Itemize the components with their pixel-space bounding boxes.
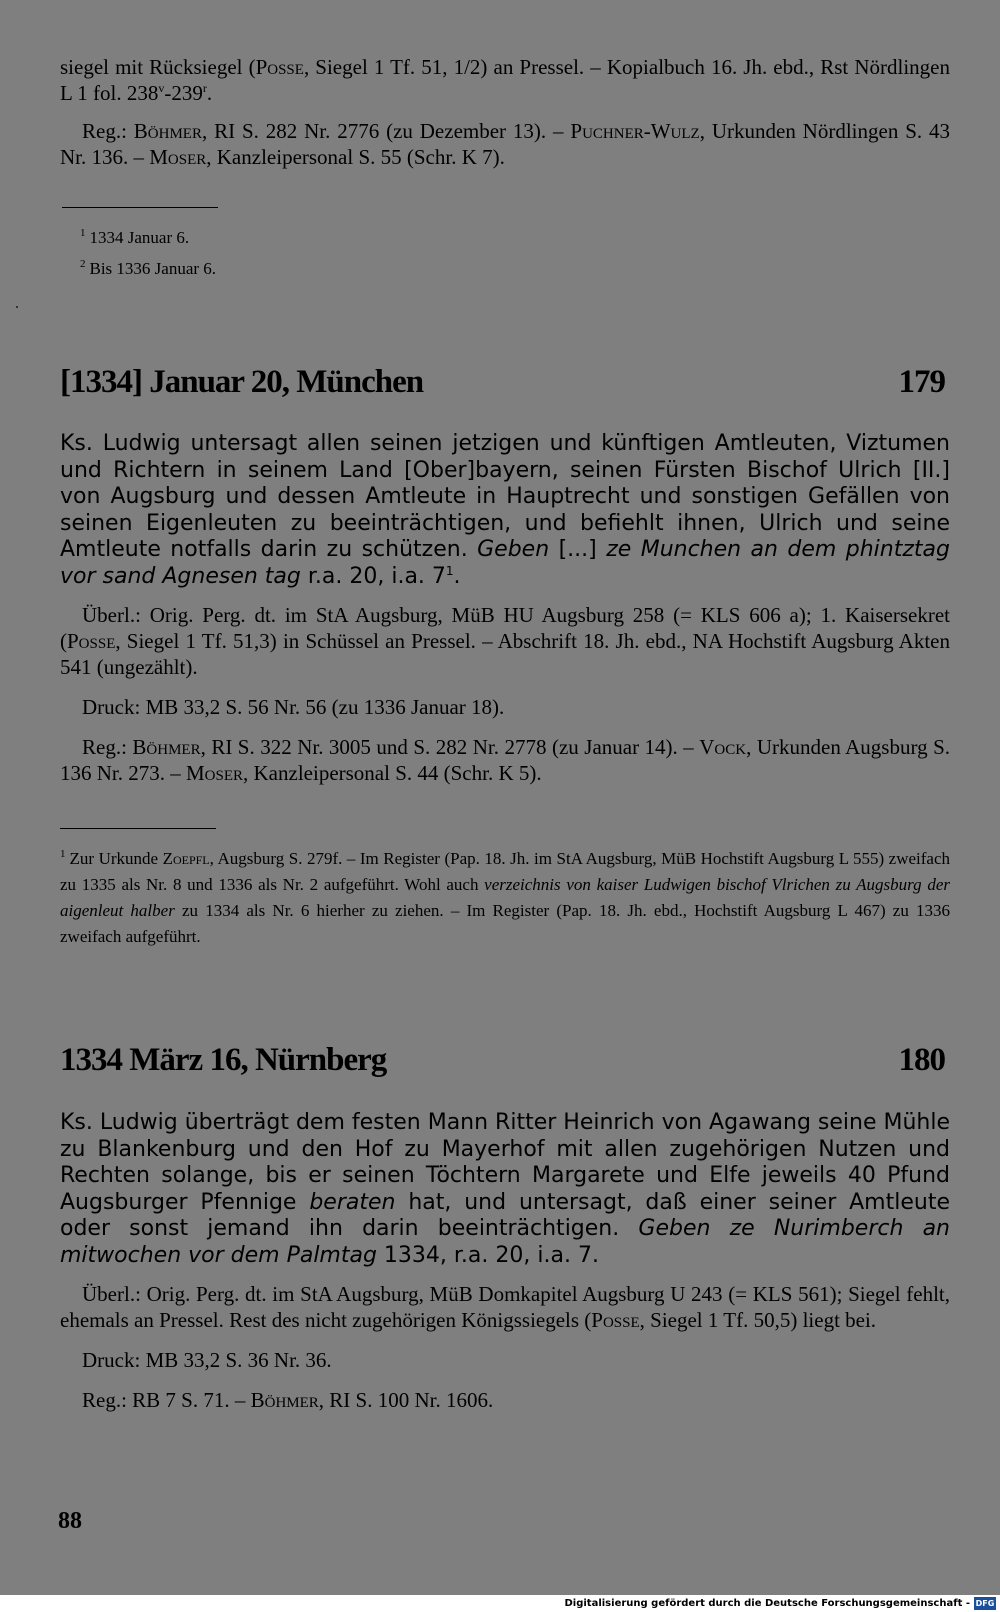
scan-speck (16, 306, 18, 308)
text: , RI S. 322 Nr. 3005 und S. 282 Nr. 2778 (zu Januar 14). – (200, 735, 700, 759)
top-reg-line (60, 118, 950, 170)
document-heading-180 (60, 1042, 945, 1079)
text: , Urkunden Nördlingen S. 43 Nr. 136. – (60, 119, 950, 169)
text: siegel mit Rücksiegel ( (60, 55, 256, 79)
druck: Druck: MB 33,2 S. 56 Nr. 56 (zu 1336 Januar 18). (82, 695, 505, 719)
footnote-number: 2 (80, 258, 86, 270)
text: , RI S. 100 Nr. 1606. (318, 1388, 494, 1412)
author-posse: Posse (255, 55, 304, 79)
author-boehmer: Böhmer (250, 1388, 319, 1412)
author-boehmer: Böhmer (132, 735, 201, 759)
footnote-text: Bis 1336 Januar 6. (89, 259, 217, 278)
text: , RI S. 282 Nr. 2776 (zu Dezember 13). – (201, 119, 571, 143)
author-posse: Posse (67, 629, 116, 653)
uberlieferung (60, 602, 950, 680)
author-boehmer: Böhmer (133, 119, 202, 143)
text: Reg.: (82, 119, 134, 143)
page-number: 88 (58, 1508, 82, 1534)
document-number: 180 (898, 1042, 945, 1078)
footnote-text: 1334 Januar 6. (89, 228, 190, 247)
druck: Druck: MB 33,2 S. 36 Nr. 36. (82, 1348, 332, 1372)
text: 1334, r.a. 20, i.a. 7. (376, 1242, 599, 1268)
footnote-ref: 1 (445, 563, 454, 578)
document-179-footnote (60, 841, 950, 950)
text: , Siegel 1 Tf. 51, 1/2) an Pressel. – Kopialbuch 16. Jh. ebd., Rst Nördlingen L 1 fol. 238 (60, 55, 950, 105)
regesten (60, 734, 950, 786)
text: , Augsburg S. 279f. – Im Register (Pap. 18. Jh. im StA Augsburg, MüB Hochstift Augsburg L 555) zweifach zu 1335 als Nr. 8 und 1336 als Nr. 2 aufgeführt. Wohl auch (60, 849, 950, 894)
text: hat, und untersagt, daß einer seiner Amtleute oder sonst jemand ihn darin beeinträchtigen. (60, 1189, 950, 1241)
quote: Geben (477, 537, 550, 562)
quote: beraten (309, 1189, 396, 1215)
text: , Siegel 1 Tf. 50,5) liegt bei. (639, 1308, 877, 1332)
footnote-number: 1 (60, 848, 66, 860)
footnote-item (80, 220, 970, 251)
document-180-body (60, 1110, 950, 1413)
text: [...] (549, 537, 607, 562)
text: Reg.: (82, 735, 133, 759)
regest-text (60, 431, 950, 590)
quote: verzeichnis von kaiser Ludwigen bischof Vlrichen zu Augsburg der aigenleut halber (60, 875, 950, 920)
text: Zur Urkunde (69, 849, 163, 868)
top-continuation (60, 54, 950, 170)
text: , Urkunden Augsburg S. 136 Nr. 273. – (60, 735, 950, 785)
footnote-rule (60, 828, 216, 829)
text: Ks. Ludwig überträgt dem festen Mann Ritter Heinrich von Agawang seine Mühle zu Blankenburg und den Hof zu Mayerhof mit allen zugehörigen Nutzen und Rechten solange, bis er seinen Töchtern Margarete und Elfe jeweils 40 Pfund Augsburger Pfennige (60, 1110, 950, 1215)
document-heading-179 (60, 364, 945, 401)
author-moser: Moser (149, 145, 207, 169)
text: , Kanzleipersonal S. 44 (Schr. K 5). (243, 761, 542, 785)
top-uberl-line (60, 54, 950, 106)
text: Ks. Ludwig untersagt allen seinen jetzigen und künftigen Amtleuten, Viztumen und Richtern in seinem Land [Ober]bayern, seinen Fürsten Bischof Ulrich [II.] von Augsburg und dessen Amtleute in Hauptrecht und sonstigen Gefällen von seinen Eigenleuten zu beeinträchtigen, und befiehlt ihnen, Ulrich und seine Amtleute notfalls darin zu schützen. (60, 431, 950, 562)
text: . (453, 563, 461, 589)
text: , Siegel 1 Tf. 51,3) in Schüssel an Pressel. – Abschrift 18. Jh. ebd., NA Hochstift Augsburg Akten 541 (ungezählt). (60, 629, 950, 679)
funding-note: Digitalisierung gefördert durch die Deutsche Forschungsgemeinschaft - (564, 1598, 970, 1609)
uberlieferung (60, 1281, 950, 1333)
text: Überl.: Orig. Perg. dt. im StA Augsburg, MüB HU Augsburg 258 (= KLS 606 a); 1. Kaisersekret ( (60, 603, 950, 653)
author-moser: Moser (186, 761, 244, 785)
regesten (60, 1387, 950, 1413)
document-179-body (60, 431, 950, 786)
author-posse: Posse (591, 1308, 640, 1332)
author-vock: Vock (699, 735, 747, 759)
footnote-item (80, 251, 970, 282)
quote: ze Munchen an dem phintztag vor sand Agnesen tag (60, 537, 950, 589)
text: . (206, 81, 213, 105)
text: Reg.: RB 7 S. 71. – (82, 1388, 251, 1412)
footnote-item (60, 841, 950, 950)
text: zu 1334 als Nr. 6 hierher zu ziehen. – Im Register (Pap. 18. Jh. ebd., Hochstift Augsburg L 467) zu 1336 zweifach aufgeführt. (60, 901, 950, 946)
text: , Kanzleipersonal S. 55 (Schr. K 7). (206, 145, 505, 169)
document-number: 179 (898, 364, 945, 400)
text: Überl.: Orig. Perg. dt. im StA Augsburg, MüB Domkapitel Augsburg U 243 (= KLS 561); Siegel fehlt, ehemals an Pressel. Rest des nicht zugehörigen Königssiegels ( (60, 1282, 950, 1332)
text: r.a. 20, i.a. 7 (300, 563, 446, 589)
quote: Geben ze Nurimberch an mitwochen vor dem Palmtag (60, 1216, 950, 1268)
footer-bar (0, 1595, 1000, 1612)
heading-date-place: 1334 März 16, Nürnberg (60, 1042, 387, 1078)
superscript: r (202, 81, 207, 95)
footnote-rule (62, 207, 218, 208)
heading-date-place: [1334] Januar 20, München (60, 364, 424, 400)
top-footnotes (80, 220, 970, 282)
superscript: v (158, 81, 165, 95)
footnote-number: 1 (80, 227, 86, 239)
regest-text (60, 1110, 950, 1269)
author-zoepfl: Zoepfl (162, 849, 210, 868)
dfg-logo-icon[interactable]: DFG (975, 1599, 995, 1608)
text: -239 (164, 81, 203, 105)
author-puchner-wulz: Puchner-Wulz (570, 119, 700, 143)
